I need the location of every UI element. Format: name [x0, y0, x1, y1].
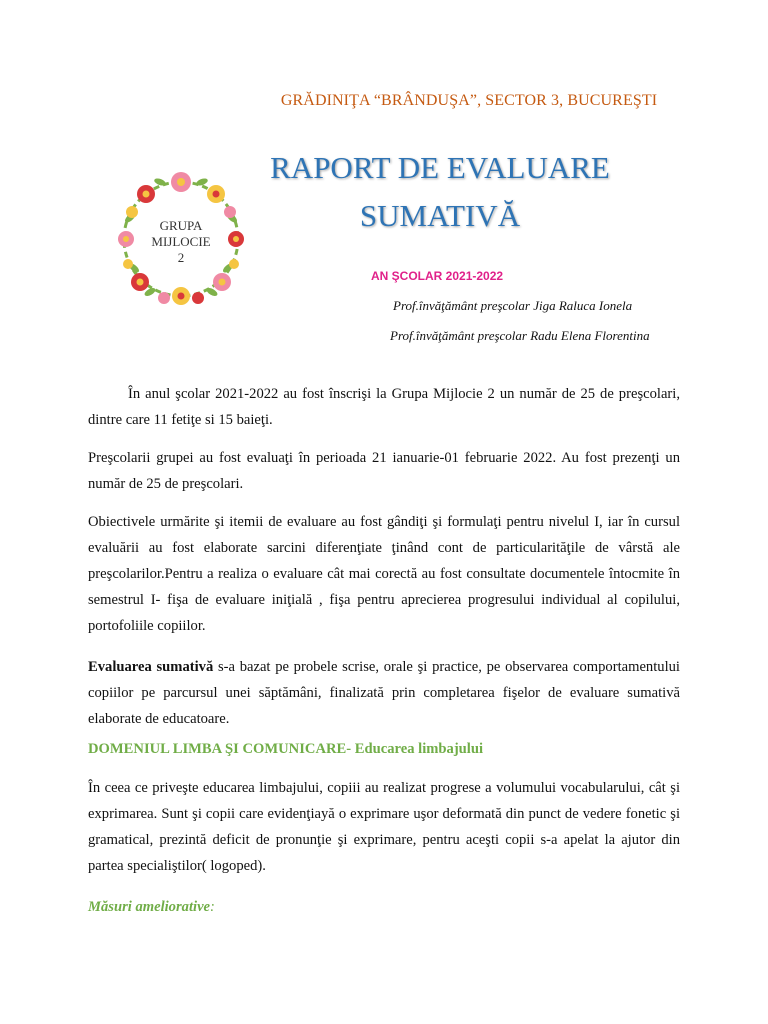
- paragraph-objectives: Obiectivele urmărite şi itemii de evaluare au fost gândiţi şi formulaţi pentru nivelul I, iar în cursul evaluării au fost elaborate sarcini diferenţiate ţinând cont de particularităţile de vârstă ale preşcolarilor.Pentru a realiza o evaluare cât mai corectă au fost consultate documentele întocmite în semestrul I- fişa de evaluare iniţială , fişa pentru aprecierea progresului individual al copilului, portofoliile copiilor.: [88, 514, 680, 634]
- teacher-2: Prof.învăţământ preşcolar Radu Elena Florentina: [390, 328, 650, 343]
- section-heading-language: DOMENIUL LIMBA ŞI COMUNICARE- Educarea limbajului: [88, 741, 484, 757]
- group-wreath-logo: [110, 168, 252, 310]
- wreath-line3: 2: [177, 250, 185, 265]
- wreath-line1: GRUPA: [159, 218, 203, 233]
- measures-label: Măsuri ameliorative: [88, 899, 211, 915]
- measures-colon: :: [210, 899, 215, 915]
- school-year: AN ŞCOLAR 2021-2022: [371, 269, 504, 283]
- report-title-line1: RAPORT DE EVALUARE: [270, 150, 610, 185]
- report-title-line2: SUMATIVĂ: [359, 198, 521, 233]
- paragraph-enrollment: În anul şcolar 2021-2022 au fost înscrişi la Grupa Mijlocie 2 un număr de 25 de preşcolari, dintre care 11 fetiţe si 15 baieţi.: [88, 386, 680, 428]
- school-name: GRĂDINIŢA “BRÂNDUŞA”, SECTOR 3, BUCUREŞTI: [280, 92, 658, 109]
- paragraph-summative-evaluation: [88, 654, 680, 732]
- summative-evaluation-label: Evaluarea sumativă: [88, 659, 214, 675]
- paragraph-evaluation-period: Preşcolarii grupei au fost evaluaţi în perioada 21 ianuarie-01 februarie 2022. Au fost prezenţi un număr de 25 de preşcolari.: [88, 450, 680, 492]
- wreath-line2: MIJLOCIE: [151, 234, 211, 249]
- summative-evaluation-text: s-a bazat pe probele scrise, orale şi practice, pe observarea comportamentului copiilor pe parcursul unei săptămâni, finalizată prin completarea fişelor de evaluare sumativă elaborate de educatoare.: [88, 659, 680, 727]
- measures-heading: [88, 899, 215, 916]
- teacher-1: Prof.învăţământ preşcolar Jiga Raluca Ionela: [393, 298, 633, 313]
- paragraph-language-education: În ceea ce priveşte educarea limbajului, copiii au realizat progrese a volumului vocabularului, cât şi exprimarea. Sunt şi copii care evidenţiayă o exprimare uşor deformată din punct de vedere fonetic şi gramatical, prezintă deficit de pronunţie şi exprimare, pentru aceşti copii s-a apelat la ajutor din partea specialiştilor( logoped).: [88, 780, 680, 874]
